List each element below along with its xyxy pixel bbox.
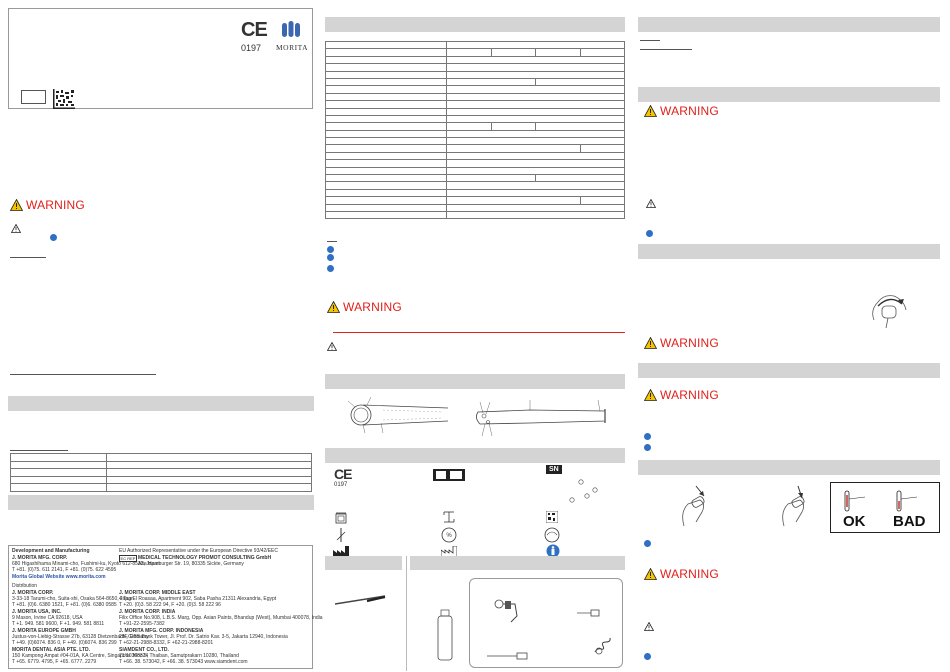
info-icon [644, 653, 651, 660]
warning-rule [333, 332, 625, 333]
usa-address: 9 Mason, Irvine CA 92618, USA [12, 615, 83, 621]
svg-text:%: % [446, 533, 452, 539]
corp-address: 3-33-18 Tarumi-cho, Suita-shi, Osaka 564-8650, Japan [12, 596, 134, 602]
asia-address: 150 Kampong Ampat #04-01A, KA Centre, Singapore 368324 [12, 653, 149, 659]
company-main-address: 680 Higashihama Minami-cho, Fushimi-ku, Kyoto 612-8533, Japan [12, 561, 160, 567]
warning-heading-4: WARNING [644, 336, 719, 350]
company-main-tel: T +81. (0)75. 611 2141, F +81. (0)75. 622 4595 [12, 567, 117, 573]
siamdent-name: SIAMDENT CO., LTD. [119, 647, 169, 653]
india-name: J. MORITA CORP. INDIA [119, 609, 176, 615]
warning-heading-5: WARNING [644, 388, 719, 402]
section-bar-2 [8, 495, 314, 510]
morita-logo-icon [281, 20, 301, 45]
website[interactable]: Morita Global Website www.morita.com [12, 574, 106, 580]
siamdent-address: 71/10 Moo 5, Thaiban, Samutprakarn 10280, Thailand [119, 653, 239, 659]
info-icon [646, 230, 653, 237]
medical-tech-name: MEDICAL TECHNOLOGY PROMOT CONSULTING GmbH [138, 555, 272, 561]
india-tel: T +91-22-2595-7382 [119, 621, 165, 627]
siamdent-tel: T +66. 38. 573042, F +66. 38. 573043 www.siamdent.com [119, 659, 248, 665]
specification-table [325, 41, 625, 219]
short-underline [640, 40, 660, 41]
india-address: Filix Office No.908, L.B.S. Marg, Opp. Asian Paints, Bhandup (West), Mumbai 400078, India [119, 615, 323, 621]
note-underline [327, 241, 337, 242]
indonesia-address: 28F, DBS Bank Tower, Jl. Prof. Dr. Satrio Kav. 3-5, Jakarta 12940, Indonesia [119, 634, 288, 640]
section-bar-3 [325, 17, 625, 32]
section-bar-6 [325, 556, 402, 570]
hand-rotation-diagram [864, 280, 914, 335]
warning-triangle-icon [644, 105, 657, 117]
version-box [21, 90, 46, 104]
corp-tel: T +81. (0)6. 6380 1521, F +81. (0)6. 6380 0585 [12, 602, 117, 608]
info-icon [644, 433, 651, 440]
caution-icon [646, 195, 656, 213]
underline-2 [10, 374, 156, 375]
info-icon [50, 234, 57, 241]
development-heading: Development and Manufacturing [12, 548, 90, 554]
insert-bur-diagram-2 [776, 482, 826, 535]
middle-east-tel: T +20. (0)3. 58 222 94, F +20. (0)3. 58 222 96 [119, 602, 221, 608]
warning-heading-1: WARNING [10, 198, 85, 212]
underline-1 [10, 257, 46, 258]
section-bar-12 [638, 460, 940, 475]
coil-spring-icon [593, 636, 613, 661]
distribution-heading: Distribution [12, 583, 38, 589]
indonesia-tel: T +62-21-2988-8332, F +62-21-2988-8201 [119, 640, 214, 646]
caution-icon [327, 338, 337, 356]
europe-address: Justus-von-Liebig-Strasse 27b, 63128 Dietzenbach, Germany [12, 634, 149, 640]
warning-triangle-icon [644, 337, 657, 349]
middle-east-address: 4 Tag El Roasaa, Apartment 902, Saba Pasha 21311 Alexandria, Egypt [119, 596, 277, 602]
company-main: J. MORITA MFG. CORP. [12, 555, 68, 561]
info-icon [644, 540, 651, 547]
info-icon [327, 265, 334, 272]
section-bar-1 [8, 396, 314, 411]
middle-east-name: J. MORITA CORP. MIDDLE EAST [119, 590, 196, 596]
europe-name: J. MORITA EUROPE GMBH [12, 628, 76, 634]
ce-symbol: CE [334, 466, 352, 482]
short-underline [640, 49, 692, 50]
warning-triangle-icon [644, 389, 657, 401]
cap-tool-icon [575, 606, 601, 624]
eu-rep-heading: EU Authorized Representative under the European Directive 93/42/EEC [119, 548, 278, 554]
bur-tool-diagram [333, 593, 393, 612]
info-icon [644, 444, 651, 451]
caution-icon [11, 220, 21, 238]
spray-can-icon [437, 608, 453, 668]
section-bar-7 [410, 556, 625, 570]
section-bar-5 [325, 448, 625, 463]
section-bar-9 [638, 87, 940, 102]
asia-tel: T +65. 6779. 4795, F +65. 6777. 2279 [12, 659, 97, 665]
medical-tech-address: Alte Hamburger Str. 19, 80335 Sickte, Germany [138, 561, 244, 567]
column-2 [325, 8, 625, 664]
warning-triangle-icon [327, 301, 340, 313]
ec-rep-icon: EC REP [120, 556, 136, 561]
serial-number-symbol: SN [546, 465, 562, 474]
ce-mark: CE [241, 19, 267, 41]
section-bar-4 [325, 374, 625, 389]
brand-name: MORITA [276, 43, 308, 52]
section-bar-11 [638, 363, 940, 378]
info-icon [327, 246, 334, 253]
warning-heading-2: WARNING [327, 300, 402, 314]
nozzle-icon [493, 596, 521, 629]
warning-heading-3: WARNING [644, 104, 719, 118]
warning-triangle-icon [10, 199, 23, 211]
footer-box [8, 545, 323, 669]
datamatrix-symbol-icon [546, 510, 558, 528]
corp-name: J. MORITA CORP. [12, 590, 54, 596]
notified-body-number: 0197 [241, 43, 262, 53]
notified-body-symbol: 0197 [334, 482, 348, 488]
ok-bad-comparison-box [830, 482, 940, 533]
column-divider [406, 556, 407, 671]
handpiece-diagram-side [470, 396, 615, 446]
distribution-table [10, 453, 312, 492]
datamatrix-icon [53, 89, 75, 114]
cleaning-brush-icon [485, 648, 529, 666]
section-bar-10 [638, 244, 940, 259]
info-icon [327, 254, 334, 261]
table-title-underline [10, 450, 68, 451]
column-3 [638, 8, 940, 664]
usa-name: J. MORITA USA, INC. [12, 609, 62, 615]
reference-symbol-icon [433, 468, 465, 486]
europe-tel: T +49. (0)6074. 836 0, F +49. (0)6074. 836 299 [12, 640, 117, 646]
ok-label: OK [843, 513, 866, 530]
warning-triangle-icon [644, 568, 657, 580]
section-bar-8 [638, 17, 940, 32]
insert-bur-diagram-1 [676, 482, 726, 535]
bad-label: BAD [893, 513, 926, 530]
asia-name: MORITA DENTAL ASIA PTE. LTD. [12, 647, 90, 653]
usa-tel: T +1. 949. 581 9600, F +1. 949. 581 8811 [12, 621, 105, 627]
sn-circles-icon [565, 478, 605, 511]
column-1 [8, 8, 323, 665]
cover-box [8, 8, 313, 109]
handpiece-diagram-front [343, 393, 453, 443]
caution-icon [644, 618, 654, 636]
warning-heading-6: WARNING [644, 567, 719, 581]
indonesia-name: J. MORITA MFG. CORP. INDONESIA [119, 628, 204, 634]
